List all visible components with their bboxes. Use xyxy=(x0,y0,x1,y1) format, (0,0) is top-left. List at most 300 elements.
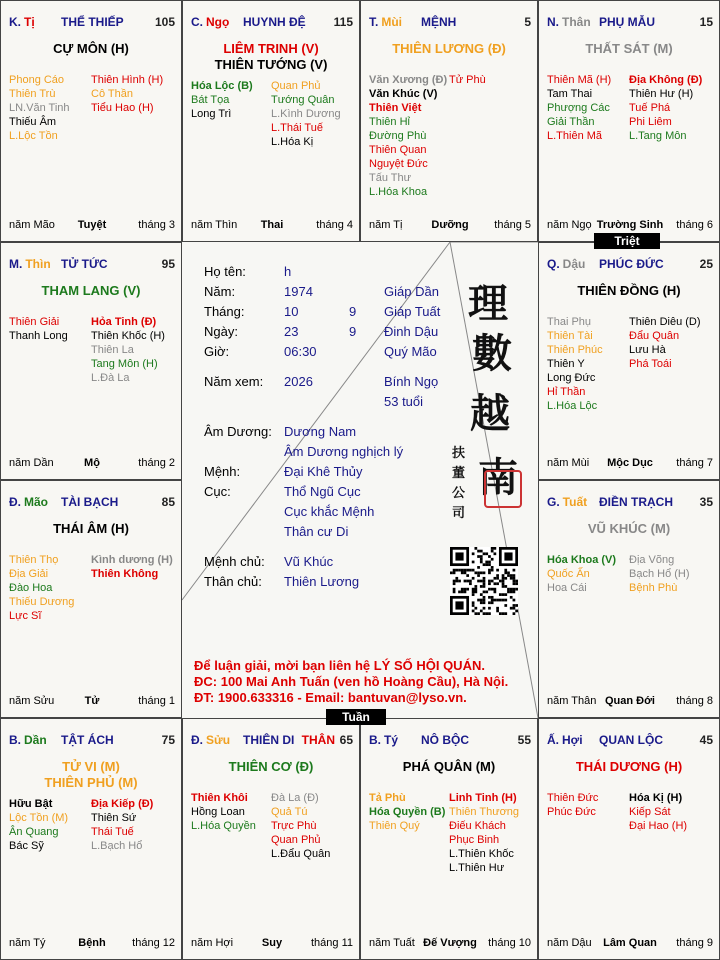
palace-branch: Tị xyxy=(24,15,35,29)
minor-star: Quan Phủ xyxy=(271,80,321,92)
main-star: VŨ KHÚC (M) xyxy=(587,521,671,536)
palace-number: 35 xyxy=(699,495,713,509)
main-stars xyxy=(539,283,719,299)
minor-star: L.Đà La xyxy=(91,372,130,384)
palace-hoi[interactable] xyxy=(538,718,720,960)
palace-year: năm Thân xyxy=(547,695,597,707)
seal-stamp xyxy=(484,470,522,508)
thang-label: Tháng: xyxy=(204,304,245,319)
main-stars xyxy=(539,41,719,57)
palace-header xyxy=(9,733,175,747)
minor-star: Thiên Sứ xyxy=(91,812,137,824)
nam-value: 1974 xyxy=(284,284,313,299)
minor-star: Thiên Quan xyxy=(369,144,427,156)
palace-location: B. Tý xyxy=(369,733,399,747)
palace-branch: Tý xyxy=(384,733,399,747)
palace-tuat[interactable] xyxy=(538,480,720,718)
minor-star: Địa Không (Đ) xyxy=(629,74,703,86)
minor-stars xyxy=(9,315,173,385)
minor-star: Bát Tọa xyxy=(191,94,230,106)
palace-number: 55 xyxy=(517,733,531,747)
palace-number: 105 xyxy=(154,15,175,29)
palace-branch: Tuất xyxy=(562,495,588,509)
minor-star: Thiên Diêu (D) xyxy=(629,316,701,328)
palace-number: 15 xyxy=(699,15,713,29)
am-duong-note: Âm Dương nghịch lý xyxy=(284,444,404,459)
palace-month: tháng 1 xyxy=(138,695,175,707)
palace-location: G. Tuất xyxy=(547,495,588,509)
palace-year: năm Thìn xyxy=(191,219,238,231)
calligraphy-char: 數 xyxy=(472,330,512,377)
main-star: THIÊN PHỦ (M) xyxy=(44,775,138,790)
palace-branch: Thân xyxy=(562,15,591,29)
minor-star: Thai Phụ xyxy=(547,316,592,328)
minor-star: Nguyệt Đức xyxy=(369,158,428,170)
palace-stage: Suy xyxy=(261,937,283,949)
minor-star: Tử Phù xyxy=(449,74,486,86)
palace-branch: Dậu xyxy=(562,257,586,271)
palace-location: Đ. Mão xyxy=(9,495,48,509)
palace-location: Ấ. Hợi xyxy=(547,733,583,747)
palace-year: năm Dậu xyxy=(547,937,592,949)
palace-month: tháng 2 xyxy=(138,457,175,469)
minor-star: Thiên Giải xyxy=(9,316,60,328)
minor-star: Thanh Long xyxy=(9,330,68,342)
minor-star: Thiên Việt xyxy=(369,102,422,114)
palace-year: năm Hợi xyxy=(191,937,234,949)
palace-suu[interactable] xyxy=(182,718,360,960)
minor-star: Hóa Lộc (B) xyxy=(191,80,253,92)
minor-star: L.Kình Dương xyxy=(271,108,341,120)
minor-star: Trực Phù xyxy=(271,820,317,832)
nam-xem-label: Năm xem: xyxy=(204,374,264,389)
main-stars xyxy=(1,283,181,299)
minor-star: Phong Cáo xyxy=(9,74,65,86)
palace-branch: Hợi xyxy=(562,733,583,747)
palace-footer xyxy=(369,219,531,233)
minor-star: Thiên La xyxy=(91,344,134,356)
minor-stars xyxy=(547,553,711,595)
palace-ti[interactable] xyxy=(0,0,182,242)
palace-number: 5 xyxy=(524,15,531,29)
main-star: THÁI DƯƠNG (H) xyxy=(575,759,683,774)
tuoi: 53 tuổi xyxy=(384,394,424,409)
palace-location: K. Tị xyxy=(9,15,35,29)
main-stars xyxy=(183,41,359,73)
palace-year: năm Tuất xyxy=(369,937,415,949)
ngay-am: 9 xyxy=(349,324,357,339)
palace-footer xyxy=(369,937,531,951)
palace-stage: Lâm Quan xyxy=(603,937,657,949)
minor-stars xyxy=(547,315,711,413)
small-calligraphy-char: 董 xyxy=(452,466,466,481)
palace-month: tháng 7 xyxy=(676,457,713,469)
minor-star: L.Thái Tuế xyxy=(271,122,323,134)
palace-name: ĐIỀN TRẠCH xyxy=(599,495,673,509)
minor-star: Thiên Trù xyxy=(9,88,56,100)
main-stars xyxy=(1,759,181,791)
gio-can-chi: Quý Mão xyxy=(384,344,437,359)
palace-location: M. Thìn xyxy=(9,257,51,271)
minor-star: L.Hóa Lộc xyxy=(547,400,598,412)
palace-name: HUYNH ĐỆ xyxy=(243,15,306,29)
main-star: CỰ MÔN (H) xyxy=(53,41,129,56)
palace-than[interactable] xyxy=(538,0,720,242)
minor-star: L.Thiên Mã xyxy=(547,130,603,142)
palace-year: năm Sửu xyxy=(9,695,55,707)
minor-star: Đại Hao (H) xyxy=(629,820,688,832)
palace-month: tháng 5 xyxy=(494,219,531,231)
small-calligraphy-char: 司 xyxy=(452,506,466,521)
palace-location: T. Mùi xyxy=(369,15,403,29)
minor-star: Thiên Thọ xyxy=(9,554,59,566)
palace-name: PHÚC ĐỨC xyxy=(599,257,664,271)
main-star: THIÊN LƯƠNG (Đ) xyxy=(392,41,506,56)
ho-ten-value: h xyxy=(284,264,292,279)
palace-stage: Thai xyxy=(260,219,284,231)
minor-star: Bác Sỹ xyxy=(9,840,44,852)
minor-star: Thiên Không xyxy=(91,568,159,580)
ngay-can-chi: Đinh Dậu xyxy=(384,324,439,339)
triet-marker: Triệt xyxy=(594,233,660,249)
minor-star: Kình dương (H) xyxy=(91,554,173,566)
palace-month: tháng 9 xyxy=(676,937,713,949)
palace-footer xyxy=(547,937,713,951)
gio-value: 06:30 xyxy=(284,344,317,359)
palace-header xyxy=(191,15,353,29)
palace-number: 95 xyxy=(161,257,175,271)
minor-star: L.Lộc Tồn xyxy=(9,130,58,142)
contact-line-1: Để luận giải, mời bạn liên hệ LÝ SỐ HỘI QUÁN. xyxy=(194,658,485,673)
minor-star: Tả Phù xyxy=(369,792,406,804)
nam-can-chi: Giáp Dần xyxy=(384,284,439,299)
palace-header xyxy=(191,733,353,747)
minor-star: Hóa Kị (H) xyxy=(629,792,683,804)
calligraphy-char: 南 xyxy=(478,454,518,501)
main-stars xyxy=(361,41,537,57)
palace-dau[interactable] xyxy=(538,242,720,480)
nam-xem-can-chi: Bính Ngọ xyxy=(384,374,439,389)
palace-branch: Mão xyxy=(24,495,48,509)
minor-star: Long Trì xyxy=(191,108,232,120)
palace-branch: Thìn xyxy=(25,257,51,271)
main-star: PHÁ QUÂN (M) xyxy=(402,759,496,774)
palace-branch: Mùi xyxy=(381,15,403,29)
contact-line-2: ĐC: 100 Mai Anh Tuấn (ven hồ Hoàng Cầu), Hà Nội. xyxy=(194,674,509,689)
palace-header xyxy=(369,733,531,747)
minor-star: Thiếu Âm xyxy=(9,116,57,128)
palace-number: 75 xyxy=(161,733,175,747)
minor-star: Quả Tú xyxy=(271,806,308,818)
menh-label: Mệnh: xyxy=(204,464,241,479)
palace-year: năm Mão xyxy=(9,219,55,231)
main-star: THAM LANG (V) xyxy=(41,283,141,298)
minor-star: L.Hóa Kị xyxy=(271,136,314,148)
minor-star: Tướng Quân xyxy=(271,94,335,106)
minor-star: Thiên Hư (H) xyxy=(629,88,694,100)
minor-star: L.Đẩu Quân xyxy=(271,848,331,860)
palace-branch: Ngọ xyxy=(206,15,230,29)
minor-star: Phục Binh xyxy=(449,834,500,846)
minor-star: Văn Xương (Đ) xyxy=(369,74,448,86)
palace-thin[interactable] xyxy=(0,242,182,480)
minor-star: L.Hóa Khoa xyxy=(369,186,428,198)
palace-name: TÀI BẠCH xyxy=(61,495,119,509)
palace-mui[interactable] xyxy=(360,0,538,242)
ngay-label: Ngày: xyxy=(204,324,238,339)
palace-header xyxy=(369,15,531,29)
minor-star: Thiên Quý xyxy=(369,820,420,832)
minor-stars xyxy=(547,73,711,143)
palace-year: năm Mùi xyxy=(547,457,590,469)
main-star: LIÊM TRINH (V) xyxy=(223,41,319,56)
minor-stars xyxy=(191,791,351,861)
minor-star: Hoa Cái xyxy=(547,582,587,594)
main-star: THẤT SÁT (M) xyxy=(585,41,673,56)
palace-stage: Quan Đới xyxy=(605,695,655,707)
minor-star: Hóa Khoa (V) xyxy=(547,554,617,566)
main-star: THIÊN TƯỚNG (V) xyxy=(214,57,328,72)
cuc-value: Thổ Ngũ Cục xyxy=(284,484,361,499)
gio-label: Giờ: xyxy=(204,344,230,359)
palace-month: tháng 11 xyxy=(310,937,353,949)
than-chu-label: Thân chủ: xyxy=(204,574,262,589)
palace-ngo[interactable] xyxy=(182,0,360,242)
palace-month: tháng 3 xyxy=(138,219,175,231)
main-stars xyxy=(539,759,719,775)
main-star: TỬ VI (M) xyxy=(62,759,120,774)
am-duong-label: Âm Dương: xyxy=(204,424,272,439)
ho-ten-label: Họ tên: xyxy=(204,264,246,279)
minor-star: Lực Sĩ xyxy=(9,610,42,622)
palace-location: Q. Dậu xyxy=(547,257,586,271)
minor-stars xyxy=(9,797,173,853)
nam-label: Năm: xyxy=(204,284,236,299)
palace-stage: Trường Sinh xyxy=(596,219,664,231)
palace-name: THỂ THIẾP xyxy=(61,15,124,29)
qr-code[interactable] xyxy=(450,547,518,615)
palace-stage: Dưỡng xyxy=(431,219,469,231)
palace-footer xyxy=(9,457,175,471)
tuan-marker: Tuần xyxy=(326,709,386,725)
minor-star: Thiên Phúc xyxy=(547,344,603,356)
main-star: THIÊN ĐỒNG (H) xyxy=(577,283,681,298)
menh-value: Đại Khê Thủy xyxy=(284,464,363,479)
minor-star: L.Tang Môn xyxy=(629,130,687,142)
palace-name: NÔ BỘC xyxy=(421,733,469,747)
minor-star: Phá Toái xyxy=(629,358,672,370)
palace-year: năm Tị xyxy=(369,219,403,231)
minor-star: Địa Võng xyxy=(629,554,675,566)
palace-number: 25 xyxy=(699,257,713,271)
minor-star: Quốc Ấn xyxy=(547,568,590,580)
minor-star: Quan Phủ xyxy=(271,834,321,846)
palace-footer xyxy=(547,695,713,709)
minor-star: Địa Kiếp (Đ) xyxy=(91,798,154,810)
palace-footer xyxy=(9,695,175,709)
minor-star: Thiên Y xyxy=(547,358,585,370)
palace-month: tháng 12 xyxy=(132,937,175,949)
minor-star: Phi Liêm xyxy=(629,116,672,128)
main-stars xyxy=(1,521,181,537)
thang-can-chi: Giáp Tuất xyxy=(384,304,441,319)
minor-stars xyxy=(369,791,529,875)
minor-star: Tuế Phá xyxy=(629,102,671,114)
center-info-panel xyxy=(182,242,538,718)
minor-star: Đường Phù xyxy=(369,130,427,142)
palace-ty[interactable] xyxy=(360,718,538,960)
calligraphy-char: 越 xyxy=(470,390,510,437)
than-chu-value: Thiên Lương xyxy=(284,574,360,589)
small-calligraphy-char: 扶 xyxy=(452,446,466,461)
minor-stars xyxy=(369,73,529,199)
palace-year: năm Ngọ xyxy=(547,219,592,231)
minor-star: Thiên Đức xyxy=(547,792,599,804)
minor-star: Điếu Khách xyxy=(449,820,506,832)
nam-xem-value: 2026 xyxy=(284,374,313,389)
minor-star: Hỏa Tinh (Đ) xyxy=(91,316,157,328)
minor-star: Ân Quang xyxy=(9,826,59,838)
small-calligraphy-char: 公 xyxy=(452,486,466,501)
minor-star: Hỉ Thần xyxy=(547,386,586,398)
palace-header xyxy=(547,733,713,747)
minor-star: Thiên Thương xyxy=(449,806,520,818)
palace-location: N. Thân xyxy=(547,15,591,29)
palace-stage: Đế Vượng xyxy=(423,937,477,949)
palace-month: tháng 8 xyxy=(676,695,713,707)
minor-star: Lộc Tồn (M) xyxy=(9,812,69,824)
minor-star: Thiên Hình (H) xyxy=(91,74,164,86)
menh-chu-value: Vũ Khúc xyxy=(284,554,334,569)
cuc-note: Cục khắc Mệnh xyxy=(284,504,375,519)
minor-star: Tấu Thư xyxy=(369,172,412,184)
minor-star: Thiên Tài xyxy=(547,330,593,342)
minor-star: Bệnh Phù xyxy=(629,582,678,594)
minor-star: Đà La (Đ) xyxy=(271,792,319,804)
palace-stage: Tử xyxy=(84,695,100,707)
minor-star: Thái Tuế xyxy=(91,826,134,838)
minor-stars xyxy=(547,791,711,833)
minor-star: Linh Tinh (H) xyxy=(449,792,517,804)
palace-month: tháng 6 xyxy=(676,219,713,231)
palace-month: tháng 10 xyxy=(488,937,531,949)
minor-star: Tam Thai xyxy=(547,88,593,100)
palace-number: 115 xyxy=(333,15,353,29)
minor-star: Phượng Các xyxy=(547,102,610,114)
main-stars xyxy=(183,759,359,775)
minor-star: Hóa Quyền (B) xyxy=(369,806,446,818)
palace-number: 65 xyxy=(339,733,353,747)
minor-star: Đẩu Quân xyxy=(629,330,680,342)
minor-star: Thiên Mã (H) xyxy=(547,74,612,86)
palace-stage: Mộc Dục xyxy=(607,457,653,469)
thang-value: 10 xyxy=(284,304,299,319)
palace-footer xyxy=(547,457,713,471)
palace-footer xyxy=(191,937,353,951)
palace-number: 85 xyxy=(161,495,175,509)
palace-footer xyxy=(547,219,713,233)
palace-header xyxy=(547,495,713,509)
palace-stage: Bệnh xyxy=(78,937,106,949)
minor-star: Cô Thần xyxy=(91,88,133,100)
palace-mao[interactable] xyxy=(0,480,182,718)
palace-number: 45 xyxy=(699,733,713,747)
minor-star: Lưu Hà xyxy=(629,344,666,356)
palace-header xyxy=(9,257,175,271)
minor-stars xyxy=(9,73,173,143)
minor-star: Tiểu Hao (H) xyxy=(91,102,154,114)
main-star: THÁI ÂM (H) xyxy=(53,521,129,536)
minor-star: Hữu Bật xyxy=(9,798,53,810)
palace-footer xyxy=(9,219,175,233)
palace-header xyxy=(547,15,713,29)
palace-year: năm Tý xyxy=(9,937,46,949)
minor-star: LN.Văn Tinh xyxy=(9,102,70,114)
minor-stars xyxy=(191,79,351,149)
palace-stage: Mộ xyxy=(84,457,100,469)
minor-star: Thiên Khôi xyxy=(191,792,248,804)
minor-star: L.Thiên Hư xyxy=(449,862,505,874)
cuc-label: Cục: xyxy=(204,484,231,499)
minor-star: Tang Môn (H) xyxy=(91,358,158,370)
minor-stars xyxy=(9,553,173,623)
minor-star: Giải Thần xyxy=(547,116,595,128)
palace-name: PHỤ MẪU xyxy=(599,15,655,29)
palace-dan[interactable] xyxy=(0,718,182,960)
minor-star: Long Đức xyxy=(547,372,596,384)
palace-header xyxy=(9,15,175,29)
minor-star: Hồng Loan xyxy=(191,806,245,818)
minor-star: Bạch Hổ (H) xyxy=(629,568,690,580)
palace-location: B. Dần xyxy=(9,733,47,747)
palace-location: Đ. Sửu xyxy=(191,733,231,747)
palace-name: MỆNH xyxy=(421,15,457,29)
palace-name: TỬ TỨC xyxy=(61,257,108,271)
minor-star: Đào Hoa xyxy=(9,582,53,594)
am-duong-value: Dương Nam xyxy=(284,424,357,439)
minor-star: Thiên Hỉ xyxy=(369,116,410,128)
palace-header xyxy=(547,257,713,271)
palace-location: C. Ngọ xyxy=(191,15,230,29)
palace-name: TẬT ÁCH xyxy=(61,733,114,747)
minor-star: Văn Khúc (V) xyxy=(369,88,438,100)
main-stars xyxy=(1,41,181,57)
palace-stage: Tuyệt xyxy=(77,219,107,231)
calligraphy-char: 理 xyxy=(468,280,508,327)
than-marker: THÂN xyxy=(301,733,335,747)
palace-name: THIÊN DI xyxy=(243,733,295,747)
minor-star: Phúc Đức xyxy=(547,806,596,818)
contact-line-3: ĐT: 1900.633316 - Email: bantuvan@lyso.vn. xyxy=(194,690,467,705)
palace-footer xyxy=(9,937,175,951)
palace-footer xyxy=(191,219,353,233)
palace-month: tháng 4 xyxy=(316,219,353,231)
minor-star: Địa Giải xyxy=(9,568,49,580)
palace-header xyxy=(9,495,175,509)
main-star: THIÊN CƠ (Đ) xyxy=(228,759,314,774)
minor-star: Thiên Khốc (H) xyxy=(91,330,165,342)
ngay-value: 23 xyxy=(284,324,299,339)
palace-name: QUAN LỘC xyxy=(599,733,663,747)
minor-star: Thiếu Dương xyxy=(9,596,75,608)
palace-branch: Sửu xyxy=(206,733,231,747)
thang-am: 9 xyxy=(349,304,357,319)
minor-star: L.Bạch Hổ xyxy=(91,840,143,852)
minor-star: L.Thiên Khốc xyxy=(449,848,514,860)
main-stars xyxy=(361,759,537,775)
palace-branch: Dần xyxy=(24,733,47,747)
minor-star: Kiếp Sát xyxy=(629,806,671,818)
